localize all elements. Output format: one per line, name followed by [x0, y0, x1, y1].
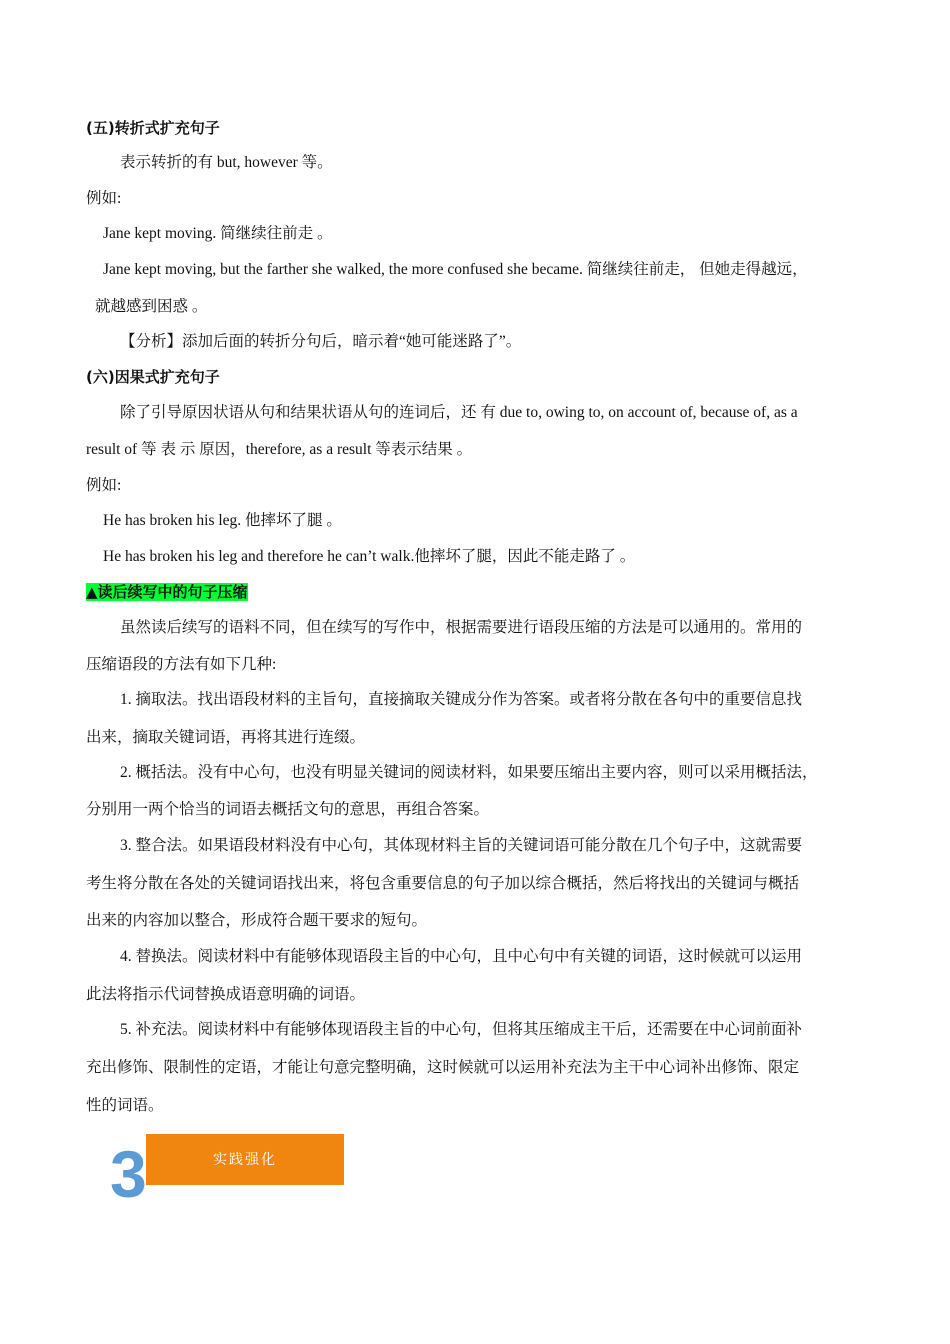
section6-example-2: He has broken his leg and therefore he can’t walk.他摔坏了腿，因此不能走路了 。 [103, 548, 636, 565]
method-5b: 充出修饰、限制性的定语，才能让句意完整明确，这时候就可以运用补充法为主干中心词补出修饰、限定 [86, 1059, 800, 1076]
method-3a: 3. 整合法。如果语段材料没有中心句，其体现材料主旨的关键词语可能分散在几个句子中，这就需要 [120, 837, 803, 854]
method-4a: 4. 替换法。阅读材料中有能够体现语段主旨的中心句，且中心句中有关键的词语，这时候就可以运用 [120, 948, 803, 965]
section5-example-2a: Jane kept moving, but the farther she walked, the more confused she became. 简继续往前走， 但她走得越远， [103, 261, 808, 278]
compress-heading-highlight: ▲读后续写中的句子压缩 [86, 583, 248, 601]
method-1b: 出来，摘取关键词语，再将其进行连缀。 [86, 729, 366, 746]
method-3c: 出来的内容加以整合，形成符合题干要求的短句。 [86, 912, 428, 929]
section5-heading: (五)转折式扩充句子 [86, 119, 220, 137]
section6-example-label: 例如: [86, 477, 122, 494]
section-badge-label: 实践强化 [146, 1134, 344, 1185]
compress-heading [86, 582, 248, 602]
method-1a: 1. 摘取法。找出语段材料的主旨句，直接摘取关键成分作为答案。或者将分散在各句中的重要信息找 [120, 691, 803, 708]
section6-example-1: He has broken his leg. 他摔坏了腿 。 [103, 512, 342, 529]
section5-example-label: 例如: [86, 190, 122, 207]
method-4b: 此法将指示代词替换成语意明确的词语。 [86, 986, 366, 1003]
compress-intro-a: 虽然读后续写的语料不同，但在续写的写作中，根据需要进行语段压缩的方法是可以通用的。常用的 [120, 619, 803, 636]
section6-heading: (六)因果式扩充句子 [86, 368, 220, 386]
section5-analysis: 【分析】添加后面的转折分句后，暗示着“她可能迷路了”。 [120, 333, 522, 350]
section-badge-number: 3 [110, 1137, 147, 1211]
method-5c: 性的词语。 [86, 1097, 164, 1114]
method-2a: 2. 概括法。没有中心句，也没有明显关键词的阅读材料，如果要压缩出主要内容，则可以采用概括法， [120, 764, 818, 781]
section6-desc-a: 除了引导原因状语从句和结果状语从句的连词后，还 有 due to, owing to, on account of, because of, as a [120, 404, 798, 421]
compress-intro-b: 压缩语段的方法有如下几种: [86, 656, 277, 673]
section6-desc-b: result of 等 表 示 原因，therefore, as a result 等表示结果 。 [86, 441, 473, 458]
method-2b: 分别用一两个恰当的词语去概括文句的意思，再组合答案。 [86, 801, 490, 818]
section5-example-2b: 就越感到困惑 。 [95, 298, 208, 315]
method-5a: 5. 补充法。阅读材料中有能够体现语段主旨的中心句，但将其压缩成主干后，还需要在中心词前面补 [120, 1021, 803, 1038]
section5-example-1: Jane kept moving. 简继续往前走 。 [103, 225, 333, 242]
method-3b: 考生将分散在各处的关键词语找出来，将包含重要信息的句子加以综合概括，然后将找出的关键词与概括 [86, 875, 800, 892]
section5-desc: 表示转折的有 but, however 等。 [120, 154, 333, 171]
